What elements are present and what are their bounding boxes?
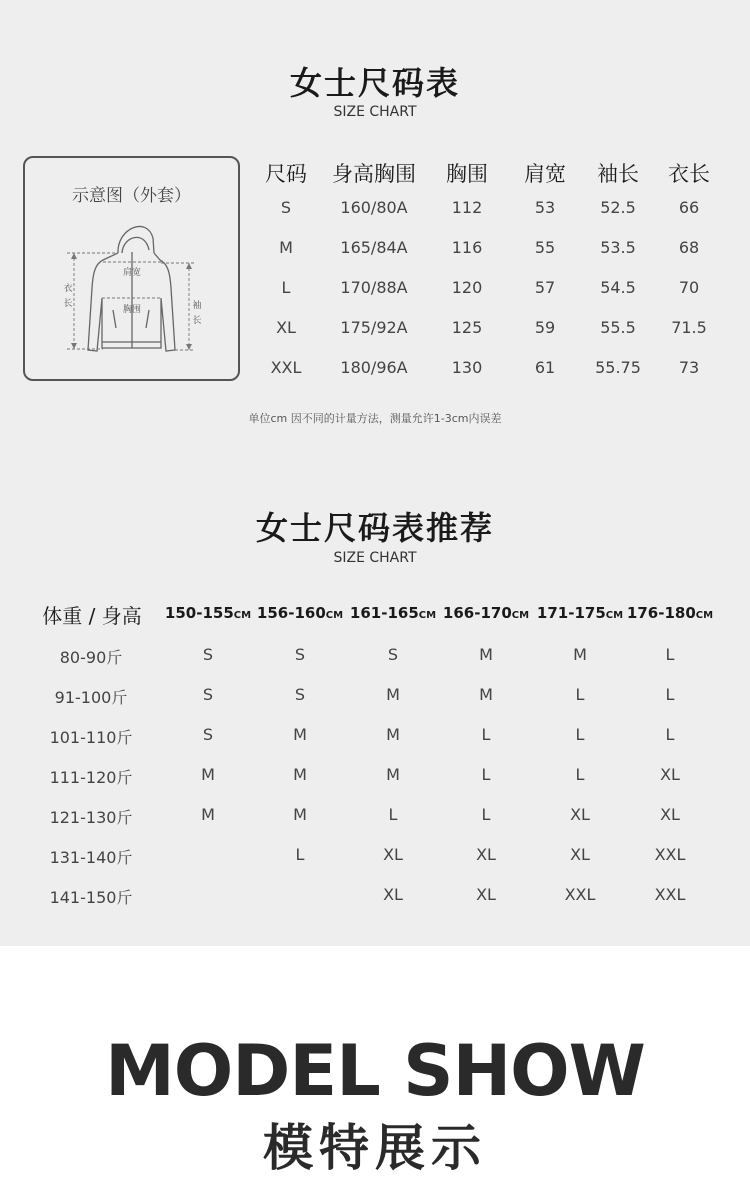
- diagram-caption: 示意图（外套）: [72, 186, 191, 206]
- recommended-size-cell: M: [573, 645, 587, 664]
- recommended-size-cell: XXL: [654, 885, 686, 904]
- recommended-size-cell: XL: [476, 885, 496, 904]
- recommended-size-cell: XL: [660, 805, 680, 824]
- size-table-cell: 112: [451, 198, 483, 217]
- model-show-subtitle: 模特展示: [263, 1119, 487, 1177]
- size-table-cell: 170/88A: [340, 278, 408, 297]
- size-table-cell: 160/80A: [340, 198, 408, 217]
- weight-range-label: 121-130斤: [49, 808, 133, 827]
- model-show-title: MODEL SHOW: [105, 1030, 645, 1112]
- length-label-bottom: 长: [63, 299, 73, 309]
- recommended-size-cell: S: [294, 685, 306, 704]
- size-table-cell: 73: [678, 358, 700, 377]
- height-range-header: [627, 604, 713, 622]
- jacket-illustration: [25, 158, 238, 379]
- size-table-cell: 54.5: [600, 278, 636, 297]
- weight-range-label: 91-100斤: [54, 688, 128, 707]
- size-table-cell: 125: [451, 318, 483, 337]
- sleeve-label-top: 袖: [192, 301, 202, 311]
- recommendation-corner-header: 体重 / 身高: [42, 604, 142, 628]
- height-range: 166-170: [442, 604, 512, 622]
- recommended-size-cell: M: [293, 765, 307, 784]
- recommended-size-cell: M: [201, 805, 215, 824]
- recommended-size-cell: L: [575, 685, 585, 704]
- size-table-cell: 53: [534, 198, 556, 217]
- size-table-cell: M: [279, 238, 293, 257]
- size-table-cell: S: [280, 198, 292, 217]
- measurement-note: 单位cm 因不同的计量方法，测量允许1-3cm内误差: [248, 412, 502, 425]
- height-range: 176-180: [626, 604, 696, 622]
- height-range: 150-155: [164, 604, 234, 622]
- size-table-cell: 57: [534, 278, 556, 297]
- recommended-size-cell: M: [293, 725, 307, 744]
- size-table-cell: XXL: [270, 358, 302, 377]
- height-unit: CM: [233, 610, 252, 621]
- recommended-size-cell: XL: [383, 845, 403, 864]
- recommended-size-cell: XL: [476, 845, 496, 864]
- recommended-size-cell: L: [575, 765, 585, 784]
- height-range-header: [537, 604, 623, 622]
- length-label-top: 衣: [63, 284, 73, 294]
- weight-range-label: 131-140斤: [49, 848, 133, 867]
- recommended-size-cell: S: [202, 725, 214, 744]
- recommended-size-cell: L: [481, 725, 491, 744]
- size-table-header: 衣长: [668, 162, 710, 186]
- size-table-header: 身高胸围: [332, 162, 416, 186]
- size-chart-title: 女士尺码表: [289, 64, 460, 102]
- recommended-size-cell: S: [387, 645, 399, 664]
- recommended-size-cell: L: [665, 645, 675, 664]
- height-range: 171-175: [536, 604, 606, 622]
- size-table-cell: 180/96A: [340, 358, 408, 377]
- height-range-header: [350, 604, 436, 622]
- size-chart-subtitle: SIZE CHART: [333, 104, 417, 120]
- recommended-size-cell: S: [294, 645, 306, 664]
- recommended-size-cell: L: [665, 685, 675, 704]
- height-range-header: [257, 604, 343, 622]
- height-unit: CM: [695, 610, 714, 621]
- recommended-size-cell: XL: [570, 805, 590, 824]
- size-table-cell: 71.5: [671, 318, 707, 337]
- size-table-cell: 55.75: [595, 358, 641, 377]
- size-table-cell: 66: [678, 198, 700, 217]
- shoulder-label: 肩宽: [122, 268, 142, 278]
- height-range: 161-165: [349, 604, 419, 622]
- recommended-size-cell: XL: [570, 845, 590, 864]
- size-table-header: 肩宽: [524, 162, 566, 186]
- size-table-cell: 61: [534, 358, 556, 377]
- size-table-cell: 59: [534, 318, 556, 337]
- height-unit: CM: [325, 610, 344, 621]
- size-table-cell: L: [281, 278, 291, 297]
- recommended-size-cell: L: [388, 805, 398, 824]
- recommended-size-cell: M: [479, 645, 493, 664]
- size-table-cell: 68: [678, 238, 700, 257]
- recommended-size-cell: M: [386, 685, 400, 704]
- weight-range-label: 80-90斤: [59, 648, 123, 667]
- size-table-cell: 55.5: [600, 318, 636, 337]
- recommended-size-cell: L: [575, 725, 585, 744]
- size-table-cell: XL: [276, 318, 296, 337]
- height-unit: CM: [605, 610, 624, 621]
- recommended-size-cell: M: [386, 725, 400, 744]
- recommended-size-cell: L: [295, 845, 305, 864]
- size-table-header: 尺码: [265, 162, 307, 186]
- recommended-size-cell: M: [293, 805, 307, 824]
- recommended-size-cell: L: [665, 725, 675, 744]
- size-table-cell: 70: [678, 278, 700, 297]
- size-table-cell: 130: [451, 358, 483, 377]
- recommendation-title: 女士尺码表推荐: [255, 509, 494, 547]
- size-table-header: 袖长: [597, 162, 639, 186]
- height-range: 156-160: [256, 604, 326, 622]
- recommended-size-cell: M: [201, 765, 215, 784]
- recommended-size-cell: XXL: [564, 885, 596, 904]
- weight-range-label: 101-110斤: [49, 728, 133, 747]
- height-range-header: [165, 604, 251, 622]
- height-unit: CM: [511, 610, 530, 621]
- size-table-cell: 52.5: [600, 198, 636, 217]
- recommended-size-cell: M: [386, 765, 400, 784]
- size-table-cell: 165/84A: [340, 238, 408, 257]
- size-table-cell: 55: [534, 238, 556, 257]
- chest-label: 胸围: [122, 305, 142, 315]
- size-table-header: 胸围: [446, 162, 488, 186]
- height-unit: CM: [418, 610, 437, 621]
- recommended-size-cell: XL: [660, 765, 680, 784]
- recommended-size-cell: L: [481, 765, 491, 784]
- sleeve-label-bottom: 长: [192, 316, 202, 326]
- recommendation-subtitle: SIZE CHART: [333, 550, 417, 566]
- weight-range-label: 111-120斤: [49, 768, 133, 787]
- recommended-size-cell: M: [479, 685, 493, 704]
- recommended-size-cell: S: [202, 685, 214, 704]
- size-table-cell: 116: [451, 238, 483, 257]
- height-range-header: [443, 604, 529, 622]
- weight-range-label: 141-150斤: [49, 888, 133, 907]
- recommended-size-cell: XXL: [654, 845, 686, 864]
- size-table-cell: 120: [451, 278, 483, 297]
- size-table-cell: 53.5: [600, 238, 636, 257]
- size-table-cell: 175/92A: [340, 318, 408, 337]
- recommended-size-cell: L: [481, 805, 491, 824]
- recommended-size-cell: XL: [383, 885, 403, 904]
- jacket-diagram: [23, 156, 240, 381]
- recommended-size-cell: S: [202, 645, 214, 664]
